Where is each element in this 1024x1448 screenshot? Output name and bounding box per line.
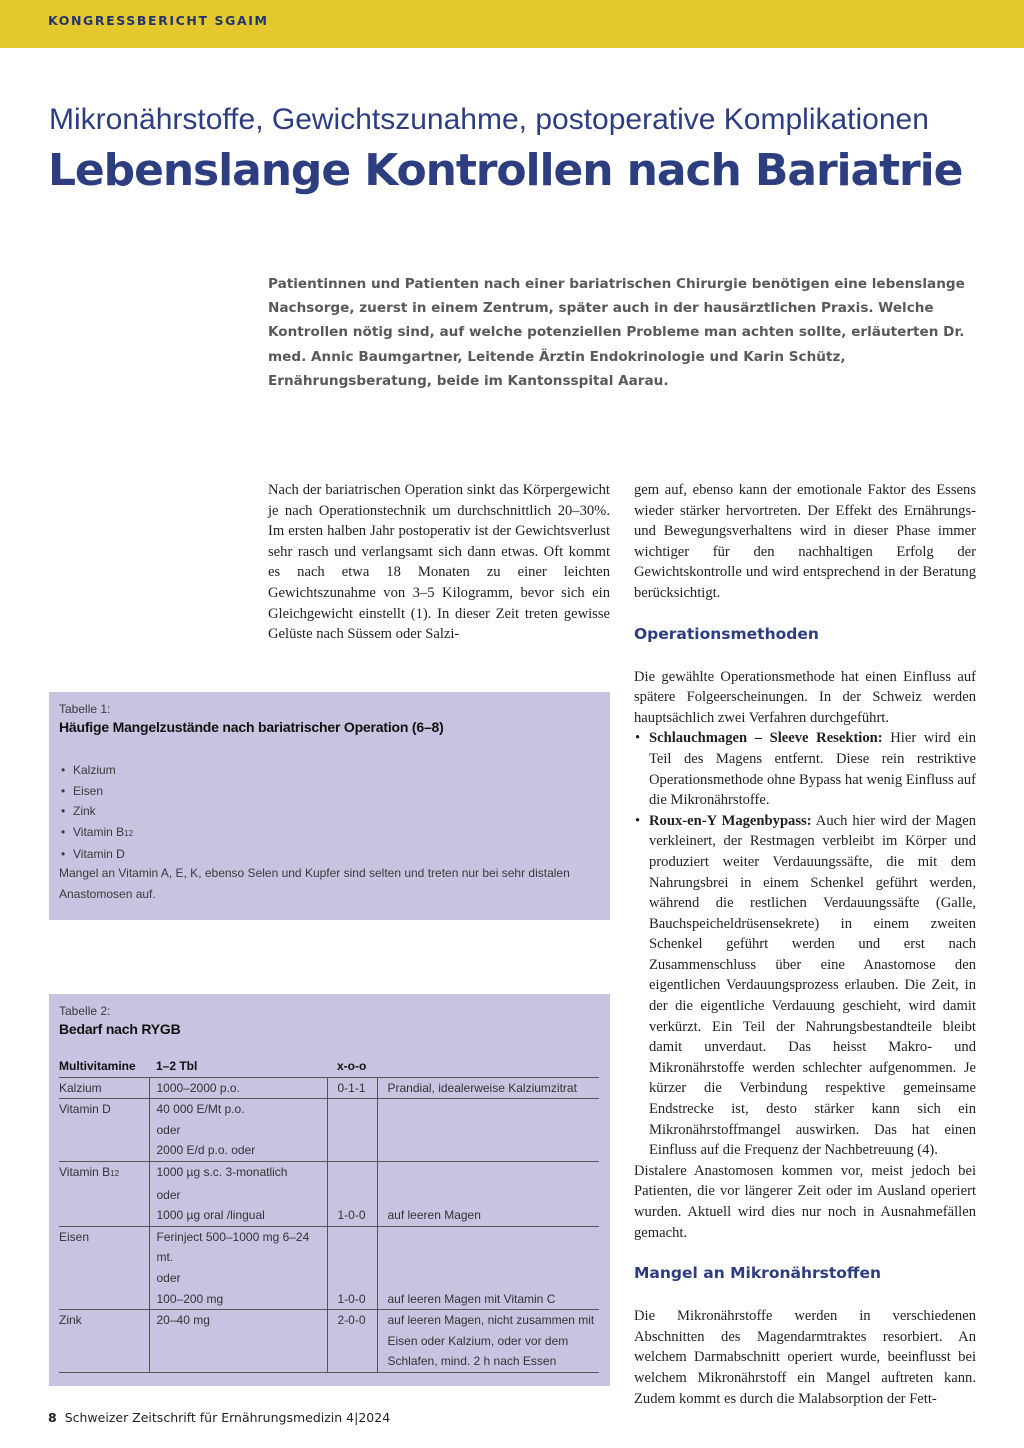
table-cell xyxy=(327,1351,377,1372)
table-cell xyxy=(327,1185,377,1206)
table-cell xyxy=(327,1120,377,1141)
paragraph: gem auf, ebenso kann der emotionale Faktor des Essens wieder stärker hervortreten. Der Effekt des Ernährungs- und Bewegungsverhaltens wird in dieser Phase immer wichtiger für den nachhaltigen Erfolg der Gewichtskontrolle und wird entsprechend in der Beratung berücksichtigt. xyxy=(634,482,976,601)
method-list xyxy=(634,728,976,1160)
paragraph: Die gewählte Operationsmethode hat einen Einfluss auf spätere Folgeerscheinungen. In der Schweiz werden hauptsächlich zwei Verfahren durchgeführt. xyxy=(634,668,976,726)
table-cell xyxy=(327,1161,377,1184)
section-heading: Operationsmethoden xyxy=(634,624,819,643)
table-cell: auf leeren Magen mit Vitamin C xyxy=(377,1289,599,1310)
subscript: 12 xyxy=(110,1168,120,1178)
table-cell: 0-1-1 xyxy=(327,1077,377,1099)
deficiency-list xyxy=(59,760,133,865)
table-cell: 2000 E/d p.o. oder xyxy=(149,1140,327,1161)
table-row xyxy=(59,1226,599,1268)
table-row xyxy=(59,1161,599,1184)
item-label: Vitamin B xyxy=(73,824,125,839)
table-row xyxy=(59,1205,599,1226)
table-cell xyxy=(149,1351,327,1372)
page-footer xyxy=(48,1410,390,1425)
table-row xyxy=(59,1120,599,1141)
table-row xyxy=(59,1140,599,1161)
paragraph: Distalere Anastomosen kommen vor, meist jedoch bei Patienten, die vor längerer Zeit oder im Ausland operiert wurden. Aktuell wird dies nur noch in Ausnahmefällen gemacht. xyxy=(634,1162,976,1241)
table-row xyxy=(59,1310,599,1331)
table-cell: Ferinject 500–1000 mg 6–24 mt. xyxy=(149,1226,327,1268)
table-cell: 40 000 E/Mt p.o. xyxy=(149,1099,327,1120)
table-row xyxy=(59,1268,599,1289)
table-cell: 1000–2000 p.o. xyxy=(149,1077,327,1099)
article-lead: Patientinnen und Patienten nach einer bariatrischen Chirurgie benötigen eine lebenslange Nachsorge, zuerst in einem Zentrum, später auch in der hausärztlichen Praxis. Welche Kontrollen nötig sind, auf welche potenziellen Probleme man achten sollte, erläuterten Dr. med. Annic Baumgartner, Leitende Ärztin Endokrinologie und Karin Schütz, Ernährungsberatung, beide im Kantonsspital Aarau. xyxy=(268,276,965,389)
term-text: Auch hier wird der Magen verkleinert, der Restmagen verbleibt im Körper und produziert weiter Verdauungssäfte, die mit dem Nahrungsbrei in einem Schenkel geführt werden, während die restlichen Verdauungssäfte (Galle, Bauchspeicheldrüsensekrete) in einem zweiten Schenkel geführt werden und erst nach Zusammenschluss über eine Anastomose den eigentlichen Verdauungsprozess erlauben. Die Zeit, in der die eigentliche Verdauung geschieht, wird damit verkürzt. Ein Teil der Nahrungsbestandteile bleibt damit unverdaut. Das heisst Makro- und Mikronährstoffe werden schlechter aufgenommen. Je kürzer die Verbindung respektive gemeinsame Endstrecke ist, desto stärker kann sich ein Mikronährstoffmangel auswirken. Das hat einen Einfluss auf die Frequenz der Nachbetreuung (4). xyxy=(649,812,976,1159)
subscript: 12 xyxy=(124,828,134,838)
table-cell xyxy=(377,1120,599,1141)
table-cell: Eisen oder Kalzium, oder vor dem xyxy=(377,1331,599,1352)
table-cell xyxy=(327,1140,377,1161)
article-title: Lebenslange Kontrollen nach Bariatrie xyxy=(48,145,963,196)
table-row xyxy=(59,1077,599,1099)
table-cell xyxy=(59,1331,149,1352)
table-cell: Eisen xyxy=(59,1229,90,1244)
table-cell xyxy=(59,1161,149,1184)
table-cell: oder xyxy=(149,1185,327,1206)
table-cell xyxy=(59,1140,149,1161)
table-cell: auf leeren Magen xyxy=(377,1205,599,1226)
table-cell: Schlafen, mind. 2 h nach Essen xyxy=(377,1351,599,1372)
table-cell: 1000 µg oral /lingual xyxy=(149,1205,327,1226)
term-text: Hier wird ein Teil des Magens entfernt. Diese rein restriktive Operationsmethode ohne Bypass hat wenig Einfluss auf die Mikronährstoffe. xyxy=(649,730,976,809)
cell-text: Vitamin B xyxy=(59,1164,111,1179)
table-cell xyxy=(327,1099,377,1120)
table-header-row xyxy=(59,1056,599,1077)
table-title: Häufige Mangelzustände nach bariatrischer Operation (6–8) xyxy=(59,719,444,735)
requirements-table xyxy=(59,1056,599,1373)
table-cell xyxy=(377,1140,599,1161)
table-row xyxy=(59,1331,599,1352)
text-column-right xyxy=(634,480,976,1409)
table-row xyxy=(59,1185,599,1206)
table-row xyxy=(59,1351,599,1372)
text-column-left xyxy=(268,480,610,645)
table-cell xyxy=(59,1185,149,1206)
table-cell: Zink xyxy=(59,1313,82,1328)
table-cell: auf leeren Magen, nicht zusammen mit xyxy=(377,1310,599,1331)
table-cell: 100–200 mg xyxy=(149,1289,327,1310)
table-1-box xyxy=(49,692,610,920)
table-cell xyxy=(59,1205,149,1226)
term: Roux-en-Y Magenbypass: xyxy=(649,812,812,829)
article-kicker: Mikronährstoffe, Gewichtszunahme, postoperative Komplikationen xyxy=(49,103,929,136)
table-title: Bedarf nach RYGB xyxy=(59,1021,181,1037)
table-cell xyxy=(377,1226,599,1268)
paragraph: Nach der bariatrischen Operation sinkt das Körpergewicht je nach Operationstechnik um durchschnittlich 20–30%. Im ersten halben Jahr postoperativ ist der Gewichtsverlust sehr rasch und verlangsamt sich dann etwas. Oft kommt es nach etwa 18 Monaten zu einer leichten Gewichtszunahme von 3–5 Kilogramm, bevor sich ein Gleichgewicht einstellt (1). In dieser Zeit treten gewisse Gelüste nach Süssem oder Salzi- xyxy=(268,482,610,643)
table-cell: 20–40 mg xyxy=(149,1310,327,1331)
section-header-bar xyxy=(0,0,1024,48)
table-row xyxy=(59,1289,599,1310)
page-number: 8 xyxy=(48,1410,57,1425)
list-item: • Kalzium xyxy=(59,760,133,781)
table-cell xyxy=(377,1099,599,1120)
table-cell: 1-0-0 xyxy=(327,1289,377,1310)
table-cell xyxy=(327,1268,377,1289)
table-row xyxy=(59,1099,599,1120)
table-cell: 1000 µg s.c. 3-monatlich xyxy=(149,1161,327,1184)
list-item: • Zink xyxy=(59,801,133,822)
table-header-cell: 1–2 Tbl xyxy=(149,1056,327,1077)
table-cell: oder xyxy=(149,1268,327,1289)
section-label: KONGRESSBERICHT SGAIM xyxy=(48,13,269,28)
list-item xyxy=(59,822,133,845)
paragraph: Die Mikronährstoffe werden in verschiedenen Abschnitten des Magendarmtraktes resorbiert. An welchem Darmabschnitt operiert wurde, beeinflusst bei welchem Mikronährstoff ein Mangel auftreten kann. Zudem kommt es durch die Malabsorption der Fett- xyxy=(634,1308,976,1407)
table-note: Mangel an Vitamin A, E, K, ebenso Selen und Kupfer sind selten und treten nur bei sehr distalen Anastomosen auf. xyxy=(59,866,570,901)
table-cell xyxy=(59,1268,149,1289)
table-label: Tabelle 1: xyxy=(59,702,111,716)
table-cell xyxy=(327,1226,377,1268)
table-cell: Kalzium xyxy=(59,1077,149,1099)
list-item: • Eisen xyxy=(59,781,133,802)
table-label: Tabelle 2: xyxy=(59,1004,111,1018)
journal-name: Schweizer Zeitschrift für Ernährungsmedizin 4|2024 xyxy=(64,1410,391,1425)
table-cell: Prandial, idealerweise Kalziumzitrat xyxy=(377,1077,599,1099)
table-cell xyxy=(59,1120,149,1141)
table-cell xyxy=(377,1268,599,1289)
table-cell xyxy=(327,1331,377,1352)
section-heading: Mangel an Mikronährstoffen xyxy=(634,1264,882,1283)
table-header-cell: Multivitamine xyxy=(59,1056,149,1077)
table-cell: Vitamin D xyxy=(59,1102,111,1117)
table-cell xyxy=(149,1331,327,1352)
table-header-cell: x-o-o xyxy=(327,1056,377,1077)
table-header-cell xyxy=(377,1056,599,1077)
table-cell xyxy=(377,1161,599,1184)
table-cell xyxy=(59,1289,149,1310)
table-cell: oder xyxy=(149,1120,327,1141)
term: Schlauchmagen – Sleeve Resektion: xyxy=(649,730,883,747)
list-item xyxy=(634,811,976,1161)
table-cell xyxy=(377,1185,599,1206)
list-item: • Vitamin D xyxy=(59,844,133,865)
table-cell: 1-0-0 xyxy=(327,1205,377,1226)
table-cell: 2-0-0 xyxy=(327,1310,377,1331)
table-2-box xyxy=(49,994,610,1386)
list-item xyxy=(634,728,976,810)
table-cell xyxy=(59,1351,149,1372)
